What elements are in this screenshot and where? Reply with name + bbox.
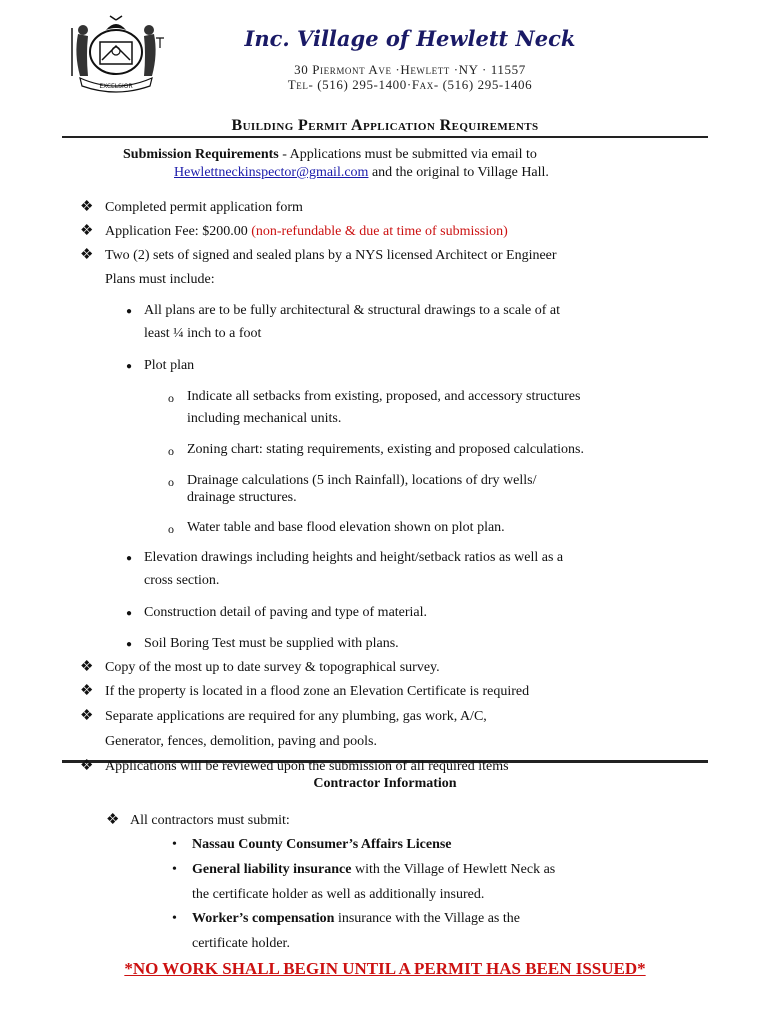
sub-water-table: Water table and base flood elevation shown on plot plan.	[187, 520, 505, 535]
bullet-icon: ●	[126, 608, 133, 619]
inspector-email-link[interactable]: Hewlettneckinspector@gmail.com	[174, 165, 369, 180]
final-notice: *NO WORK SHALL BEGIN UNTIL A PERMIT HAS BEEN ISSUED*	[124, 959, 646, 978]
sub-zoning-chart: Zoning chart: stating requirements, existing and proposed calculations.	[187, 442, 584, 457]
bullet-scale: All plans are to be fully architectural & structural drawings to a scale of at	[144, 303, 560, 318]
page-heading: Building Permit Application Requirements	[231, 117, 539, 134]
sub-setbacks: Indicate all setbacks from existing, proposed, and accessory structures	[187, 389, 581, 404]
village-address: 30 Piermont Ave ·Hewlett ·NY · 11557	[294, 62, 526, 77]
village-title: Inc. Village of Hewlett Neck	[244, 26, 576, 51]
dot-bullet-icon: •	[172, 862, 177, 877]
diamond-bullet-icon: ❖	[80, 247, 94, 263]
bullet-icon: ●	[126, 361, 133, 372]
diamond-bullet-icon: ❖	[80, 223, 94, 239]
item-plans-include: Plans must include:	[105, 272, 215, 287]
workers-comp-text: insurance with the Village as the	[334, 911, 520, 926]
sub-bullet-icon: o	[168, 522, 174, 536]
contractor-liability	[192, 861, 555, 879]
dot-bullet-icon: •	[172, 837, 177, 852]
submission-text: - Applications must be submitted via email to	[278, 147, 537, 162]
item-permit-form: Completed permit application form	[105, 200, 303, 215]
submission-line-2	[174, 164, 549, 182]
diamond-bullet-icon: ❖	[80, 758, 94, 774]
village-phone-fax: Tel- (516) 295-1400·Fax- (516) 295-1406	[287, 77, 533, 92]
item-separate-apps: Separate applications are required for any plumbing, gas work, A/C,	[105, 709, 487, 724]
submission-label: Submission Requirements	[123, 147, 279, 162]
item-plans: Two (2) sets of signed and sealed plans by a NYS licensed Architect or Engineer	[105, 248, 557, 263]
contractor-license: Nassau County Consumer’s Affairs License	[192, 837, 452, 852]
bullet-icon: ●	[126, 306, 133, 317]
dot-bullet-icon: •	[172, 911, 177, 926]
liability-label: General liability insurance	[192, 862, 352, 877]
fee-note: (non-refundable & due at time of submission)	[251, 224, 508, 239]
bullet-soil-boring: Soil Boring Test must be supplied with plans.	[144, 636, 399, 651]
sub-setbacks-2: including mechanical units.	[187, 411, 342, 426]
diamond-bullet-icon: ❖	[80, 659, 94, 675]
bullet-scale-2: least ¼ inch to a foot	[144, 326, 262, 341]
contractor-workers-comp	[192, 910, 520, 928]
bullet-icon: ●	[126, 639, 133, 650]
sub-bullet-icon: o	[168, 475, 174, 489]
item-separate-apps-2: Generator, fences, demolition, paving and pools.	[105, 734, 377, 749]
bullet-construction: Construction detail of paving and type of material.	[144, 605, 428, 620]
diamond-bullet-icon: ❖	[80, 199, 94, 215]
item-application-fee	[105, 223, 508, 241]
item-survey: Copy of the most up to date survey & topographical survey.	[105, 660, 440, 675]
diamond-bullet-icon: ❖	[80, 708, 94, 724]
bullet-plot-plan: Plot plan	[144, 358, 195, 373]
heading-divider	[62, 136, 708, 138]
bullet-elevation: Elevation drawings including heights and height/setback ratios as well as a	[144, 550, 564, 565]
diamond-bullet-icon: ❖	[106, 812, 120, 828]
item-flood-zone: If the property is located in a flood zone an Elevation Certificate is required	[105, 684, 530, 699]
submission-line	[123, 146, 537, 164]
submission-text-2: and the original to Village Hall.	[368, 165, 549, 180]
contractor-heading: Contractor Information	[313, 776, 457, 791]
seal-motto: EXCELSIOR	[99, 83, 133, 90]
sub-drainage: Drainage calculations (5 inch Rainfall), locations of dry wells/	[187, 473, 537, 488]
contractor-workers-comp-2: certificate holder.	[192, 936, 290, 951]
sub-drainage-2: drainage structures.	[187, 490, 297, 505]
contractor-intro: All contractors must submit:	[130, 813, 290, 828]
fee-text: Application Fee: $200.00	[105, 224, 252, 239]
bullet-icon: ●	[126, 553, 133, 564]
liability-text: with the Village of Hewlett Neck as	[351, 862, 556, 877]
workers-comp-label: Worker’s compensation	[192, 911, 335, 926]
bullet-elevation-2: cross section.	[144, 573, 220, 588]
diamond-bullet-icon: ❖	[80, 683, 94, 699]
contractor-liability-2: the certificate holder as well as additionally insured.	[192, 887, 485, 902]
sub-bullet-icon: o	[168, 444, 174, 458]
sub-bullet-icon: o	[168, 391, 174, 405]
item-review: Applications will be reviewed upon the submission of all required items	[105, 759, 509, 774]
